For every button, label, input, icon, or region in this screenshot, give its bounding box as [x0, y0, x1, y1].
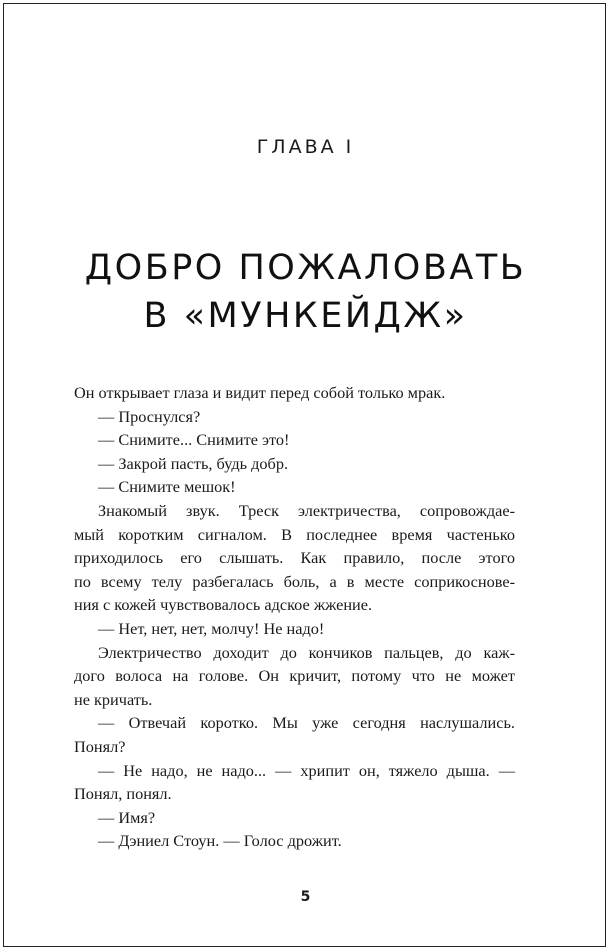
body-text: [74, 381, 515, 853]
chapter-title-line: В «МУНКЕЙДЖ»: [143, 296, 468, 336]
text-line: приходилось его слышать. Как правило, после этого: [74, 548, 515, 568]
text-line: — Имя?: [98, 807, 156, 827]
text-line: — Снимите... Снимите это!: [98, 430, 290, 450]
text-line: мый коротким сигналом. В последнее время частенько: [74, 524, 515, 544]
text-line: — Снимите мешок!: [98, 477, 236, 497]
chapter-title: [0, 244, 611, 340]
text-line: — Проснулся?: [98, 406, 201, 426]
page-number: 5: [300, 889, 311, 905]
text-line: — Отвечай коротко. Мы уже сегодня наслушались.: [98, 713, 515, 733]
text-line: Понял?: [74, 736, 126, 756]
text-line: Понял, понял.: [74, 784, 172, 804]
text-line: не кричать.: [74, 689, 153, 709]
text-line: Знакомый звук. Треск электричества, сопровождае-: [98, 500, 515, 520]
text-line: — Нет, нет, нет, молчу! Не надо!: [98, 618, 325, 638]
text-line: Электричество доходит до кончиков пальцев, до каж-: [98, 642, 515, 662]
text-line: Он открывает глаза и видит перед собой только мрак.: [74, 383, 446, 402]
text-line: — Дэниел Стоун. — Голос дрожит.: [98, 831, 342, 851]
text-line: ния с кожей чувствовалось адское жжение.: [74, 595, 373, 615]
text-line: дого волоса на голове. Он кричит, потому что не может: [74, 666, 515, 686]
text-line: — Закрой пасть, будь добр.: [98, 453, 289, 473]
text-line: по всему телу разбегалась боль, а в месте соприкоснове-: [74, 571, 515, 591]
text-line: — Не надо, не надо... — хрипит он, тяжело дыша. —: [98, 760, 515, 780]
chapter-label: ГЛАВА I: [256, 136, 355, 158]
chapter-title-line: ДОБРО ПОЖАЛОВАТЬ: [84, 248, 527, 288]
